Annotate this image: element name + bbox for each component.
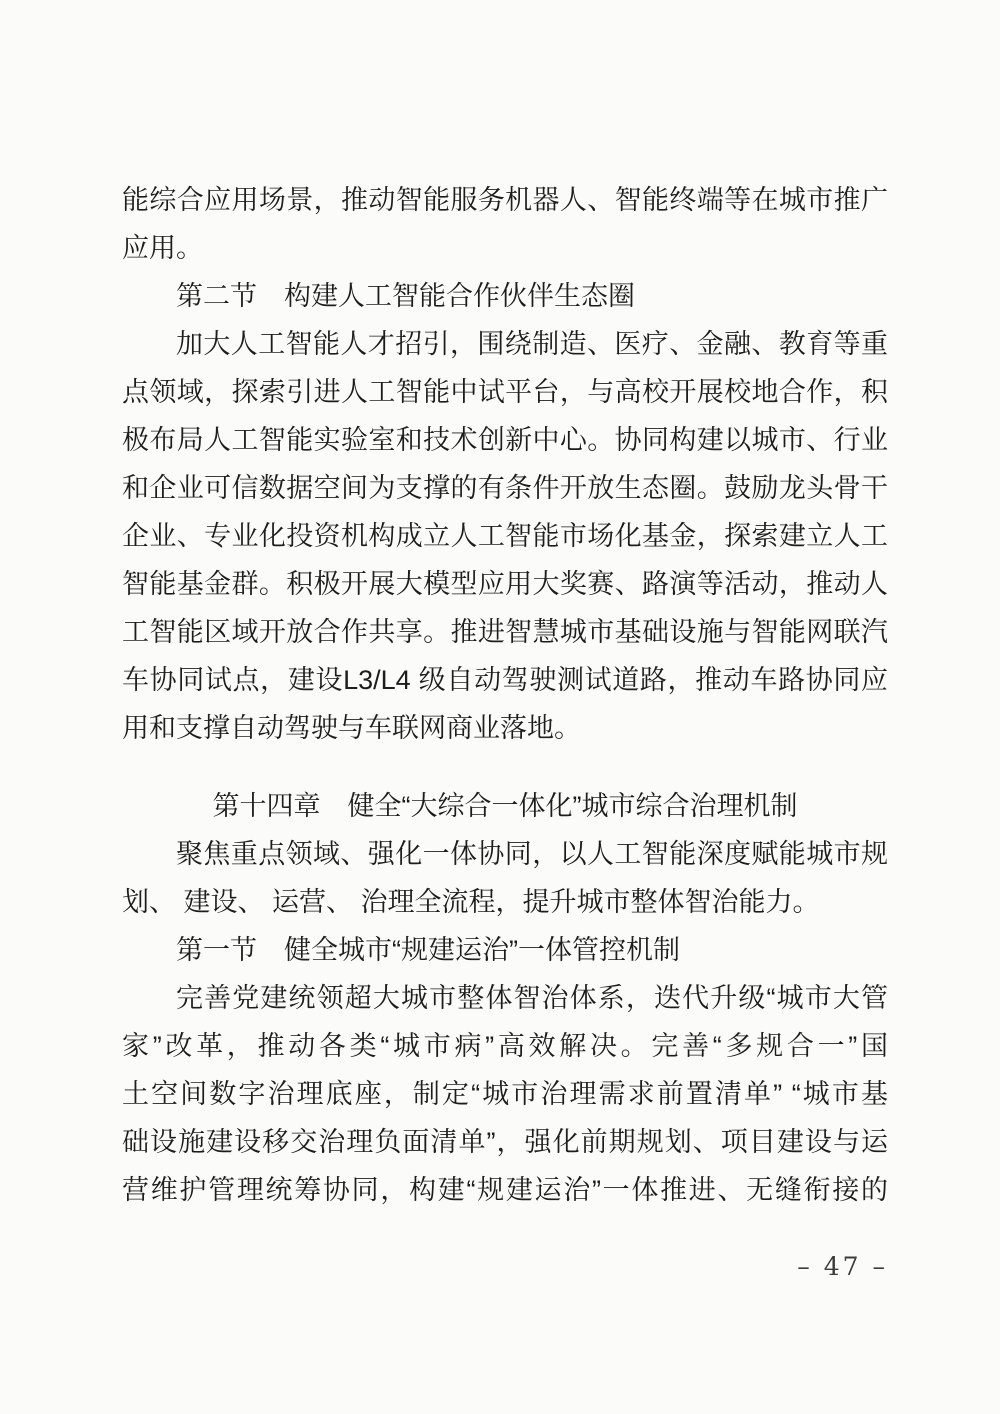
body-text-line: 企业、专业化投资机构成立人工智能市场化基金，探索建立人工 — [122, 521, 888, 551]
body-text-line: 工智能区域开放合作共享。推进智慧城市基础设施与智能网联汽 — [122, 617, 888, 647]
body-text-line: 聚焦重点领域、强化一体协同，以人工智能深度赋能城市规 — [176, 839, 888, 869]
body-text-line: 智能基金群。积极开展大模型应用大奖赛、路演等活动，推动人 — [122, 569, 888, 599]
body-text-line: 用和支撑自动驾驶与车联网商业落地。 — [122, 713, 581, 743]
document-body — [122, 176, 888, 1214]
body-text-line: 营维护管理统筹协同，构建“规建运治”一体推进、无缝衔接的 — [122, 1175, 888, 1205]
body-text-line: 础设施建设移交治理负面清单”，强化前期规划、项目建设与运 — [122, 1127, 888, 1157]
body-text-line: 能综合应用场景，推动智能服务机器人、智能终端等在城市推广 — [122, 185, 888, 215]
section-heading: 第二节 构建人工智能合作伙伴生态圈 — [176, 281, 635, 311]
body-text-line: 车协同试点，建设L3/L4 级自动驾驶测试道路，推动车路协同应 — [122, 665, 888, 695]
body-text-line: 家”改革，推动各类“城市病”高效解决。完善“多规合一”国 — [122, 1031, 888, 1061]
body-text-line: 加大人工智能人才招引，围绕制造、医疗、金融、教育等重 — [176, 329, 888, 359]
page-number: – 47 – — [797, 1252, 888, 1281]
body-text-line: 点领域，探索引进人工智能中试平台，与高校开展校地合作，积 — [122, 377, 888, 407]
body-text-line: 极布局人工智能实验室和技术创新中心。协同构建以城市、行业 — [122, 425, 888, 455]
body-text-line: 完善党建统领超大城市整体智治体系，迭代升级“城市大管 — [176, 983, 888, 1013]
body-text-line: 土空间数字治理底座，制定“城市治理需求前置清单” “城市基 — [122, 1079, 888, 1109]
body-text-line: 和企业可信数据空间为支撑的有条件开放生态圈。鼓励龙头骨干 — [122, 473, 888, 503]
section-heading: 第一节 健全城市“规建运治”一体管控机制 — [176, 935, 680, 965]
body-text-line: 划、 建设、 运营、 治理全流程，提升城市整体智治能力。 — [122, 887, 820, 917]
body-text-line: 应用。 — [122, 233, 203, 263]
chapter-heading: 第十四章 健全“大综合一体化”城市综合治理机制 — [212, 791, 798, 821]
